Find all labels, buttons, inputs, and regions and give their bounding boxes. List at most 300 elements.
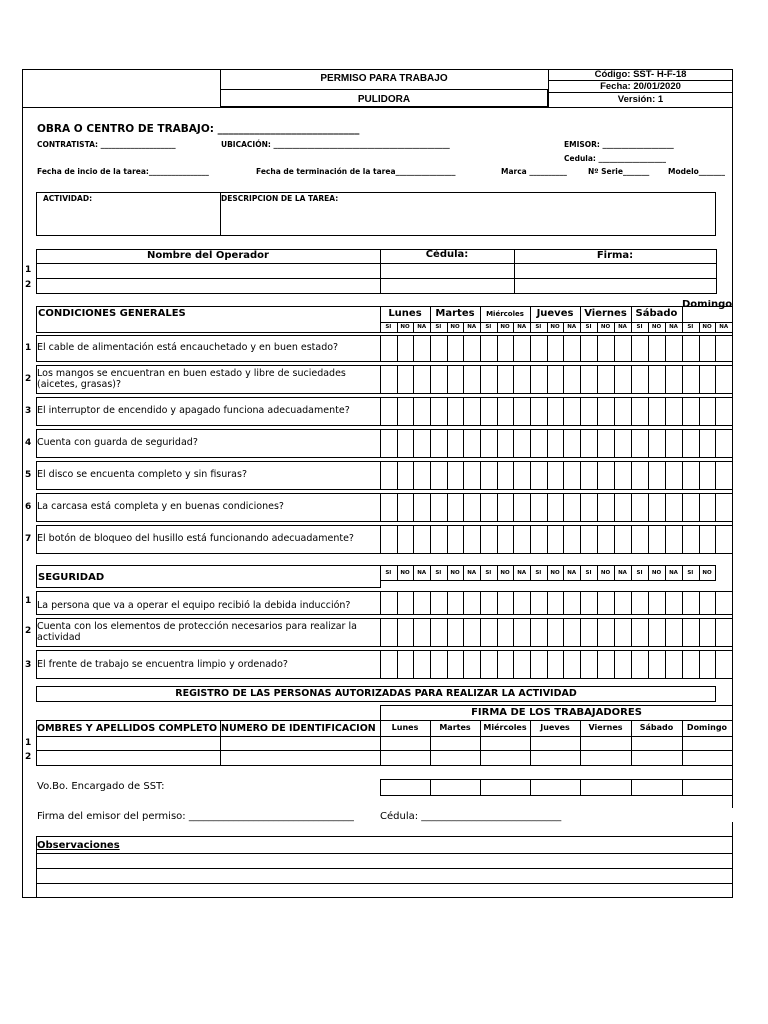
check-cell[interactable] <box>631 429 649 458</box>
check-cell[interactable] <box>715 429 733 458</box>
subcol-header-label: SI <box>636 570 643 576</box>
check-cell[interactable] <box>614 335 632 362</box>
signature-cell[interactable] <box>631 750 683 766</box>
check-cell[interactable] <box>463 525 481 554</box>
check-cell[interactable] <box>380 618 398 647</box>
check-cell[interactable] <box>547 591 565 615</box>
check-cell[interactable] <box>614 493 632 522</box>
check-cell[interactable] <box>480 650 498 679</box>
check-cell[interactable] <box>397 397 415 426</box>
check-cell[interactable] <box>547 650 565 679</box>
signature-cell[interactable] <box>682 736 733 751</box>
check-cell[interactable] <box>648 650 666 679</box>
check-cell[interactable] <box>665 461 683 490</box>
check-cell[interactable] <box>463 461 481 490</box>
check-cell[interactable] <box>513 525 531 554</box>
check-cell[interactable] <box>530 618 548 647</box>
check-cell[interactable] <box>430 397 448 426</box>
check-cell[interactable] <box>397 591 415 615</box>
check-cell[interactable] <box>563 618 581 647</box>
check-cell[interactable] <box>547 429 565 458</box>
fecha-inicio-field[interactable]: Fecha de incio de la tarea:________________ <box>37 167 209 176</box>
check-cell[interactable] <box>513 591 531 615</box>
subcol-header-label: NO <box>702 324 712 330</box>
signature-cell[interactable] <box>380 750 431 766</box>
check-cell[interactable] <box>715 618 733 647</box>
observaciones-line[interactable] <box>36 868 733 869</box>
check-cell[interactable] <box>665 650 683 679</box>
operator-input-cell[interactable] <box>36 263 381 279</box>
check-cell[interactable] <box>513 650 531 679</box>
check-cell[interactable] <box>547 493 565 522</box>
check-cell[interactable] <box>597 365 615 394</box>
check-cell[interactable] <box>497 429 515 458</box>
check-cell[interactable] <box>497 618 515 647</box>
check-cell[interactable] <box>380 335 398 362</box>
check-cell[interactable] <box>513 335 531 362</box>
check-cell[interactable] <box>563 493 581 522</box>
check-cell[interactable] <box>563 461 581 490</box>
check-cell[interactable] <box>715 365 733 394</box>
registro-input-cell[interactable] <box>220 750 381 766</box>
check-cell[interactable] <box>397 365 415 394</box>
security-question: Cuenta con los elementos de protección necesarios para realizar la actividad <box>37 621 357 643</box>
check-cell[interactable] <box>447 493 465 522</box>
subcol-header-label: SI <box>687 570 694 576</box>
registro-input-cell[interactable] <box>220 736 381 751</box>
check-cell[interactable] <box>715 461 733 490</box>
check-cell[interactable] <box>699 397 717 426</box>
check-cell[interactable] <box>648 397 666 426</box>
subcol-header-label: NO <box>702 570 712 576</box>
check-cell[interactable] <box>463 429 481 458</box>
vobo-signature-cell[interactable] <box>380 779 431 796</box>
subcol-header-label: SI <box>485 324 492 330</box>
check-cell[interactable] <box>480 429 498 458</box>
vobo-label: Vo.Bo. Encargado de SST: <box>37 781 165 792</box>
check-cell[interactable] <box>699 591 717 615</box>
check-cell[interactable] <box>430 525 448 554</box>
check-cell[interactable] <box>463 365 481 394</box>
check-cell[interactable] <box>380 525 398 554</box>
check-cell[interactable] <box>480 525 498 554</box>
check-cell[interactable] <box>614 618 632 647</box>
security-question: El frente de trabajo se encuentra limpio y ordenado? <box>37 659 288 670</box>
signature-cell[interactable] <box>631 736 683 751</box>
check-cell[interactable] <box>447 461 465 490</box>
check-cell[interactable] <box>665 335 683 362</box>
vobo-signature-cell[interactable] <box>580 779 632 796</box>
subcol-header-label: SI <box>385 570 392 576</box>
check-cell[interactable] <box>397 493 415 522</box>
check-cell[interactable] <box>480 335 498 362</box>
check-cell[interactable] <box>530 429 548 458</box>
serie-field[interactable]: Nº Serie_______ <box>588 167 650 176</box>
check-cell[interactable] <box>597 429 615 458</box>
vobo-signature-cell[interactable] <box>682 779 733 796</box>
check-cell[interactable] <box>715 591 733 615</box>
check-cell[interactable] <box>682 461 700 490</box>
check-cell[interactable] <box>463 591 481 615</box>
check-cell[interactable] <box>648 493 666 522</box>
check-cell[interactable] <box>699 365 717 394</box>
check-cell[interactable] <box>648 525 666 554</box>
modelo-field[interactable]: Modelo_______ <box>668 167 726 176</box>
check-cell[interactable] <box>665 429 683 458</box>
subcol-header-label: SI <box>435 324 442 330</box>
vobo-signature-cell[interactable] <box>430 779 481 796</box>
check-cell[interactable] <box>547 525 565 554</box>
check-cell[interactable] <box>699 650 717 679</box>
check-cell[interactable] <box>480 493 498 522</box>
check-cell[interactable] <box>497 591 515 615</box>
check-cell[interactable] <box>682 429 700 458</box>
security-number: 1 <box>25 596 32 606</box>
check-cell[interactable] <box>430 365 448 394</box>
emisor-field[interactable]: EMISOR: ___________________ <box>564 140 674 149</box>
vobo-signature-cell[interactable] <box>530 779 581 796</box>
check-cell[interactable] <box>413 335 431 362</box>
check-cell[interactable] <box>530 650 548 679</box>
check-cell[interactable] <box>631 591 649 615</box>
subcol-header-label: NA <box>517 324 527 330</box>
firma-trabajadores-title: FIRMA DE LOS TRABAJADORES <box>471 707 642 718</box>
check-cell[interactable] <box>614 429 632 458</box>
check-cell[interactable] <box>631 365 649 394</box>
check-cell[interactable] <box>699 335 717 362</box>
check-cell[interactable] <box>580 525 598 554</box>
check-cell[interactable] <box>513 461 531 490</box>
check-cell[interactable] <box>413 461 431 490</box>
check-cell[interactable] <box>497 397 515 426</box>
check-cell[interactable] <box>563 525 581 554</box>
subcol-header-label: SI <box>485 570 492 576</box>
check-cell[interactable] <box>597 335 615 362</box>
day-header-label: Sábado <box>635 308 678 319</box>
check-cell[interactable] <box>447 397 465 426</box>
check-cell[interactable] <box>413 525 431 554</box>
check-cell[interactable] <box>413 365 431 394</box>
check-cell[interactable] <box>463 397 481 426</box>
check-cell[interactable] <box>380 591 398 615</box>
subcol-header-label: NA <box>467 324 477 330</box>
check-cell[interactable] <box>480 397 498 426</box>
signature-cell[interactable] <box>682 750 733 766</box>
check-cell[interactable] <box>480 591 498 615</box>
condition-number: 1 <box>25 343 32 353</box>
check-cell[interactable] <box>413 493 431 522</box>
signature-cell[interactable] <box>580 736 632 751</box>
form-title: PERMISO PARA TRABAJO <box>320 73 448 84</box>
check-cell[interactable] <box>463 335 481 362</box>
signature-cell[interactable] <box>580 750 632 766</box>
check-cell[interactable] <box>513 397 531 426</box>
check-cell[interactable] <box>597 618 615 647</box>
condition-question: Cuenta con guarda de seguridad? <box>37 437 198 448</box>
check-cell[interactable] <box>380 429 398 458</box>
check-cell[interactable] <box>614 397 632 426</box>
check-cell[interactable] <box>648 335 666 362</box>
check-cell[interactable] <box>682 397 700 426</box>
check-cell[interactable] <box>447 525 465 554</box>
check-cell[interactable] <box>648 429 666 458</box>
check-cell[interactable] <box>715 525 733 554</box>
check-cell[interactable] <box>699 618 717 647</box>
check-cell[interactable] <box>597 397 615 426</box>
check-cell[interactable] <box>447 335 465 362</box>
subcol-header-label: NA <box>618 324 627 330</box>
check-cell[interactable] <box>530 525 548 554</box>
subcol-header-label: SI <box>385 324 392 330</box>
check-cell[interactable] <box>413 429 431 458</box>
check-cell[interactable] <box>580 429 598 458</box>
check-cell[interactable] <box>513 429 531 458</box>
page-border-right <box>732 108 733 808</box>
check-cell[interactable] <box>715 335 733 362</box>
condition-number: 2 <box>25 374 32 384</box>
check-cell[interactable] <box>648 365 666 394</box>
check-cell[interactable] <box>497 461 515 490</box>
check-cell[interactable] <box>480 461 498 490</box>
check-cell[interactable] <box>699 429 717 458</box>
check-cell[interactable] <box>597 461 615 490</box>
security-number: 3 <box>25 660 32 670</box>
condition-number: 5 <box>25 470 32 480</box>
signature-cell[interactable] <box>380 736 431 751</box>
check-cell[interactable] <box>447 365 465 394</box>
check-cell[interactable] <box>413 591 431 615</box>
check-cell[interactable] <box>715 493 733 522</box>
check-cell[interactable] <box>497 525 515 554</box>
check-cell[interactable] <box>614 650 632 679</box>
signature-cell[interactable] <box>480 736 531 751</box>
cedula-field[interactable]: Cedula: __________________ <box>564 154 667 163</box>
check-cell[interactable] <box>563 591 581 615</box>
check-cell[interactable] <box>631 650 649 679</box>
check-cell[interactable] <box>563 397 581 426</box>
subcol-header-label: NO <box>400 324 410 330</box>
check-cell[interactable] <box>413 397 431 426</box>
check-cell[interactable] <box>397 525 415 554</box>
operator-cedula-header: Cédula: <box>425 249 469 260</box>
check-cell[interactable] <box>547 397 565 426</box>
signature-cell[interactable] <box>430 736 481 751</box>
check-cell[interactable] <box>397 618 415 647</box>
check-cell[interactable] <box>665 618 683 647</box>
check-cell[interactable] <box>430 591 448 615</box>
check-cell[interactable] <box>430 429 448 458</box>
check-cell[interactable] <box>563 335 581 362</box>
check-cell[interactable] <box>530 397 548 426</box>
operator-input-cell[interactable] <box>514 278 717 294</box>
check-cell[interactable] <box>447 429 465 458</box>
check-cell[interactable] <box>580 335 598 362</box>
registro-day-label: Lunes <box>391 723 419 732</box>
obra-field[interactable]: OBRA O CENTRO DE TRABAJO: ___________________________ <box>37 123 360 135</box>
signature-cell[interactable] <box>430 750 481 766</box>
check-cell[interactable] <box>480 365 498 394</box>
check-cell[interactable] <box>580 591 598 615</box>
check-cell[interactable] <box>497 650 515 679</box>
operator-input-cell[interactable] <box>380 278 515 294</box>
observaciones-left-line <box>36 836 37 897</box>
check-cell[interactable] <box>397 429 415 458</box>
check-cell[interactable] <box>513 618 531 647</box>
check-cell[interactable] <box>682 650 700 679</box>
check-cell[interactable] <box>665 591 683 615</box>
check-cell[interactable] <box>397 650 415 679</box>
check-cell[interactable] <box>447 618 465 647</box>
check-cell[interactable] <box>413 650 431 679</box>
check-cell[interactable] <box>665 525 683 554</box>
check-cell[interactable] <box>547 618 565 647</box>
operator-input-cell[interactable] <box>514 263 717 279</box>
check-cell[interactable] <box>631 335 649 362</box>
check-cell[interactable] <box>631 493 649 522</box>
check-cell[interactable] <box>380 461 398 490</box>
cedula-emisor-field[interactable]: Cédula: ____________________________ <box>380 811 562 822</box>
check-cell[interactable] <box>413 618 431 647</box>
check-cell[interactable] <box>580 397 598 426</box>
check-cell[interactable] <box>614 525 632 554</box>
signature-cell[interactable] <box>530 750 581 766</box>
check-cell[interactable] <box>614 591 632 615</box>
check-cell[interactable] <box>430 650 448 679</box>
subcol-header-label: SI <box>687 324 694 330</box>
day-header-label: Jueves <box>536 308 574 319</box>
check-cell[interactable] <box>682 618 700 647</box>
condition-question: Los mangos se encuentran en buen estado y libre de suciedades (aicetes, grasas)? <box>37 368 346 390</box>
conditions-title: CONDICIONES GENERALES <box>38 308 186 319</box>
check-cell[interactable] <box>682 591 700 615</box>
check-cell[interactable] <box>447 591 465 615</box>
check-cell[interactable] <box>380 365 398 394</box>
check-cell[interactable] <box>699 525 717 554</box>
check-cell[interactable] <box>513 365 531 394</box>
check-cell[interactable] <box>631 397 649 426</box>
check-cell[interactable] <box>463 493 481 522</box>
check-cell[interactable] <box>665 397 683 426</box>
check-cell[interactable] <box>597 591 615 615</box>
check-cell[interactable] <box>430 618 448 647</box>
marca-field[interactable]: Marca __________ <box>501 167 567 176</box>
condition-question: El botón de bloqueo del husillo está funcionando adecuadamente? <box>37 533 354 544</box>
check-cell[interactable] <box>682 335 700 362</box>
contratista-field[interactable]: CONTRATISTA: ____________________ <box>37 140 176 149</box>
check-cell[interactable] <box>547 461 565 490</box>
check-cell[interactable] <box>430 493 448 522</box>
check-cell[interactable] <box>497 493 515 522</box>
operator-name-header: Nombre del Operador <box>147 250 269 261</box>
check-cell[interactable] <box>614 461 632 490</box>
check-cell[interactable] <box>580 650 598 679</box>
operator-input-cell[interactable] <box>36 278 381 294</box>
check-cell[interactable] <box>614 365 632 394</box>
check-cell[interactable] <box>430 461 448 490</box>
form-subtitle: PULIDORA <box>357 94 411 105</box>
check-cell[interactable] <box>682 365 700 394</box>
registro-input-cell[interactable] <box>36 736 221 751</box>
check-cell[interactable] <box>665 493 683 522</box>
check-cell[interactable] <box>430 335 448 362</box>
subcol-header-label: SI <box>535 324 542 330</box>
check-cell[interactable] <box>699 461 717 490</box>
fecha-termino-field[interactable]: Fecha de terminación de la tarea________________ <box>256 167 456 176</box>
signature-cell[interactable] <box>530 736 581 751</box>
check-cell[interactable] <box>447 650 465 679</box>
identificacion-header: NUMERO DE IDENTIFICACIÓN <box>221 723 376 734</box>
check-cell[interactable] <box>397 335 415 362</box>
ubicacion-field[interactable]: UBICACIÓN: _______________________________________________ <box>221 140 450 149</box>
check-cell[interactable] <box>648 461 666 490</box>
check-cell[interactable] <box>480 618 498 647</box>
check-cell[interactable] <box>580 493 598 522</box>
check-cell[interactable] <box>547 335 565 362</box>
check-cell[interactable] <box>580 618 598 647</box>
check-cell[interactable] <box>648 618 666 647</box>
check-cell[interactable] <box>530 493 548 522</box>
check-cell[interactable] <box>682 493 700 522</box>
registro-input-cell[interactable] <box>36 750 221 766</box>
observaciones-line[interactable] <box>36 883 733 884</box>
observaciones-line[interactable] <box>36 853 733 854</box>
check-cell[interactable] <box>682 525 700 554</box>
check-cell[interactable] <box>580 461 598 490</box>
check-cell[interactable] <box>580 365 598 394</box>
vobo-signature-cell[interactable] <box>631 779 683 796</box>
check-cell[interactable] <box>563 429 581 458</box>
check-cell[interactable] <box>513 493 531 522</box>
check-cell[interactable] <box>530 365 548 394</box>
security-question: La persona que va a operar el equipo recibió la debida inducción? <box>37 600 351 611</box>
subcol-header-label: NA <box>517 570 527 576</box>
page-border-left <box>22 108 23 898</box>
check-cell[interactable] <box>380 493 398 522</box>
subcol-header-label: NO <box>400 570 410 576</box>
check-cell[interactable] <box>530 591 548 615</box>
check-cell[interactable] <box>497 365 515 394</box>
subcol-header-label: NA <box>719 324 729 330</box>
operator-input-cell[interactable] <box>380 263 515 279</box>
check-cell[interactable] <box>715 397 733 426</box>
check-cell[interactable] <box>699 493 717 522</box>
check-cell[interactable] <box>397 461 415 490</box>
signature-cell[interactable] <box>480 750 531 766</box>
check-cell[interactable] <box>530 335 548 362</box>
check-cell[interactable] <box>380 650 398 679</box>
check-cell[interactable] <box>665 365 683 394</box>
check-cell[interactable] <box>631 618 649 647</box>
check-cell[interactable] <box>380 397 398 426</box>
check-cell[interactable] <box>547 365 565 394</box>
check-cell[interactable] <box>715 650 733 679</box>
check-cell[interactable] <box>597 525 615 554</box>
condition-number: 3 <box>25 406 32 416</box>
check-cell[interactable] <box>463 650 481 679</box>
check-cell[interactable] <box>563 650 581 679</box>
check-cell[interactable] <box>463 618 481 647</box>
check-cell[interactable] <box>530 461 548 490</box>
check-cell[interactable] <box>597 493 615 522</box>
check-cell[interactable] <box>631 525 649 554</box>
firma-emisor-field[interactable]: Firma del emisor del permiso: _________________________________ <box>37 811 354 822</box>
vobo-signature-cell[interactable] <box>480 779 531 796</box>
check-cell[interactable] <box>497 335 515 362</box>
check-cell[interactable] <box>597 650 615 679</box>
check-cell[interactable] <box>563 365 581 394</box>
check-cell[interactable] <box>631 461 649 490</box>
check-cell[interactable] <box>648 591 666 615</box>
